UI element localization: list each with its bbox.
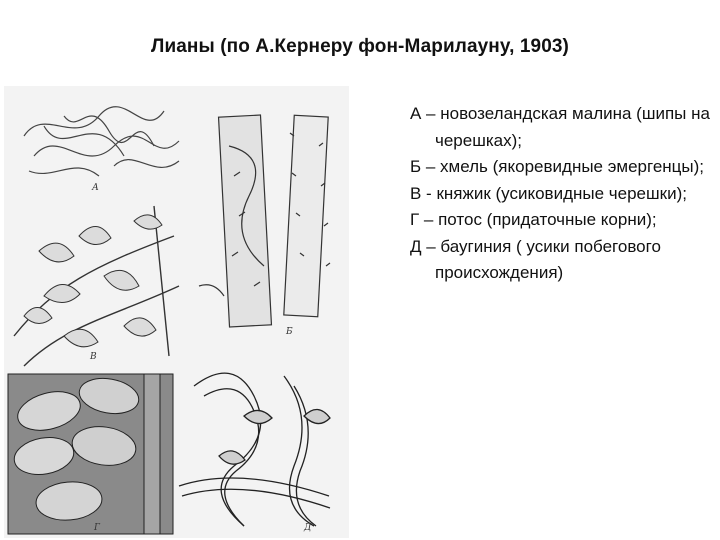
- panel-g-letter: Г: [94, 523, 100, 533]
- legend-item-a: А – новозеландская малина (шипы на черешках);: [410, 104, 710, 150]
- species-legend: [410, 101, 715, 287]
- legend-item-v: В - княжик (усиковидные черешки);: [410, 183, 687, 203]
- botanical-illustration: [4, 86, 349, 538]
- panel-a-letter: А: [92, 183, 99, 193]
- legend-item-b: Б – хмель (якоревидные эмергенцы);: [410, 157, 705, 176]
- panel-d-letter: Д: [304, 523, 312, 533]
- panel-b-letter: Б: [286, 327, 293, 337]
- illustration-drawing: [4, 86, 349, 538]
- panel-v-letter: В: [90, 352, 97, 362]
- legend-item-d: Д – баугиния ( усики побегового происхождения): [410, 236, 661, 282]
- legend-item-g: Г – потос (придаточные корни);: [410, 210, 657, 229]
- slide-title: Лианы (по А.Кернеру фон-Марилауну, 1903): [151, 36, 569, 57]
- panel-g-pothos-drawing: [8, 374, 173, 534]
